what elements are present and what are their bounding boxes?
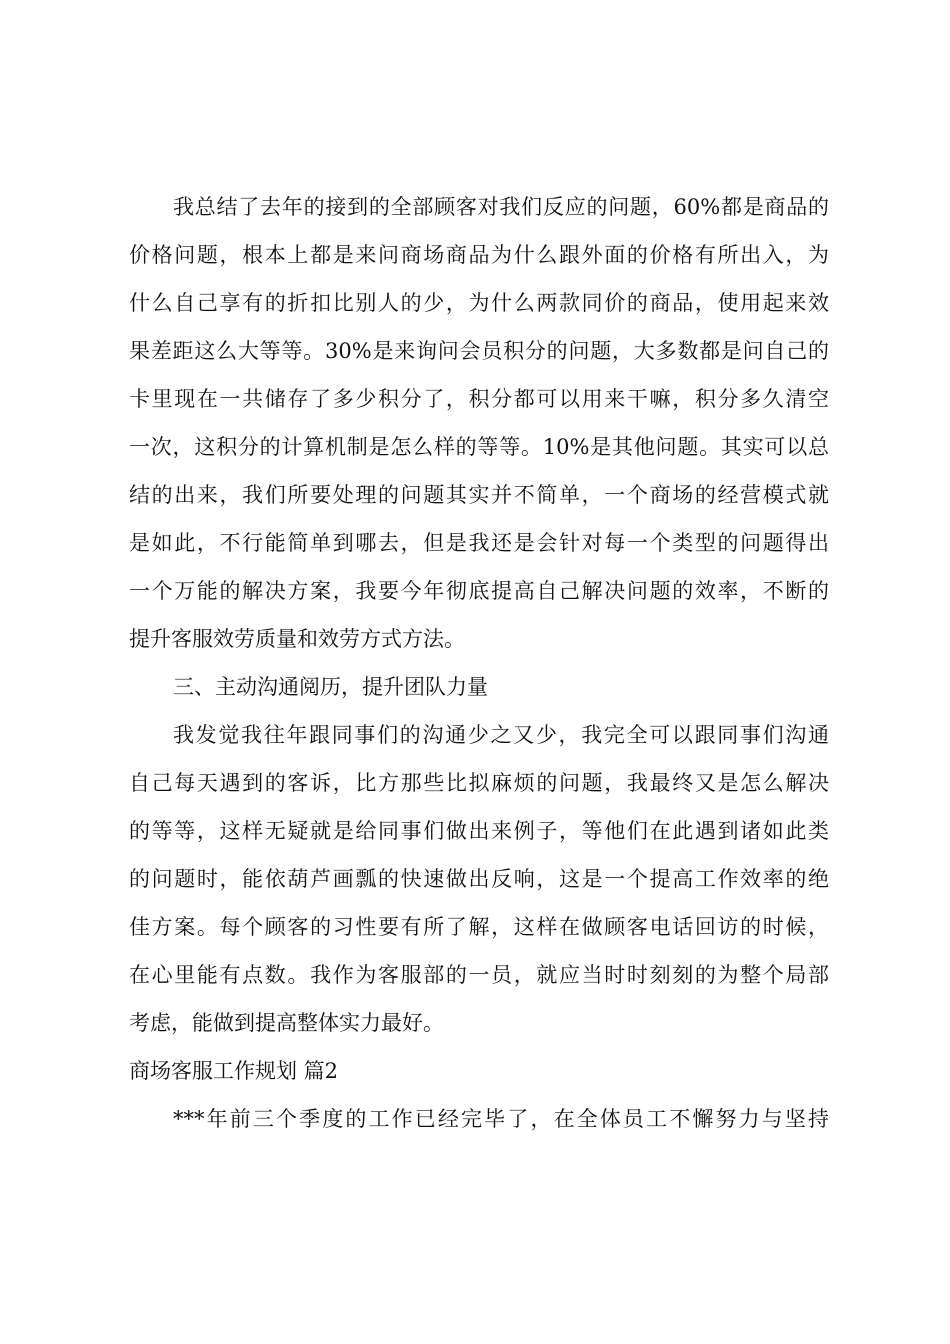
paragraph-line: 一个万能的解决方案，我要今年彻底提高自己解决问题的效率，不断的 bbox=[129, 579, 829, 603]
paragraph-line: 卡里现在一共储存了多少积分了，积分都可以用来干嘛，积分多久清空 bbox=[129, 387, 829, 411]
paragraph-line: 价格问题，根本上都是来问商场商品为什么跟外面的价格有所出入，为 bbox=[129, 243, 829, 267]
paragraph-line: 在心里能有点数。我作为客服部的一员，就应当时时刻刻的为整个局部 bbox=[129, 963, 829, 987]
section-heading: 三、主动沟通阅历，提升团队力量 bbox=[173, 675, 488, 699]
paragraph-line: 的等等，这样无疑就是给同事们做出来例子，等他们在此遇到诸如此类 bbox=[129, 819, 829, 843]
paragraph-line: ***年前三个季度的工作已经完毕了，在全体员工不懈努力与坚持 bbox=[173, 1107, 829, 1131]
paragraph-line: 的问题时，能依葫芦画瓢的快速做出反响，这是一个提高工作效率的绝 bbox=[129, 867, 829, 891]
article-title: 商场客服工作规划 篇2 bbox=[129, 1059, 339, 1083]
paragraph-line: 自己每天遇到的客诉，比方那些比拟麻烦的问题，我最终又是怎么解决 bbox=[129, 771, 829, 795]
paragraph-line: 结的出来，我们所要处理的问题其实并不简单，一个商场的经营模式就 bbox=[129, 483, 829, 507]
paragraph-line: 佳方案。每个顾客的习性要有所了解，这样在做顾客电话回访的时候， bbox=[129, 915, 829, 939]
paragraph-line: 考虑，能做到提高整体实力最好。 bbox=[129, 1011, 444, 1035]
paragraph-line: 一次，这积分的计算机制是怎么样的等等。10%是其他问题。其实可以总 bbox=[129, 435, 829, 459]
paragraph-line: 是如此，不行能简单到哪去，但是我还是会针对每一个类型的问题得出 bbox=[129, 531, 829, 555]
paragraph-line: 提升客服效劳质量和效劳方式方法。 bbox=[129, 627, 465, 651]
paragraph-line: 我发觉我往年跟同事们的沟通少之又少，我完全可以跟同事们沟通 bbox=[173, 723, 829, 747]
paragraph-line: 什么自己享有的折扣比别人的少，为什么两款同价的商品，使用起来效 bbox=[129, 291, 829, 315]
paragraph-line: 我总结了去年的接到的全部顾客对我们反应的问题，60%都是商品的 bbox=[173, 195, 829, 219]
paragraph-line: 果差距这么大等等。30%是来询问会员积分的问题，大多数都是问自己的 bbox=[129, 339, 829, 363]
